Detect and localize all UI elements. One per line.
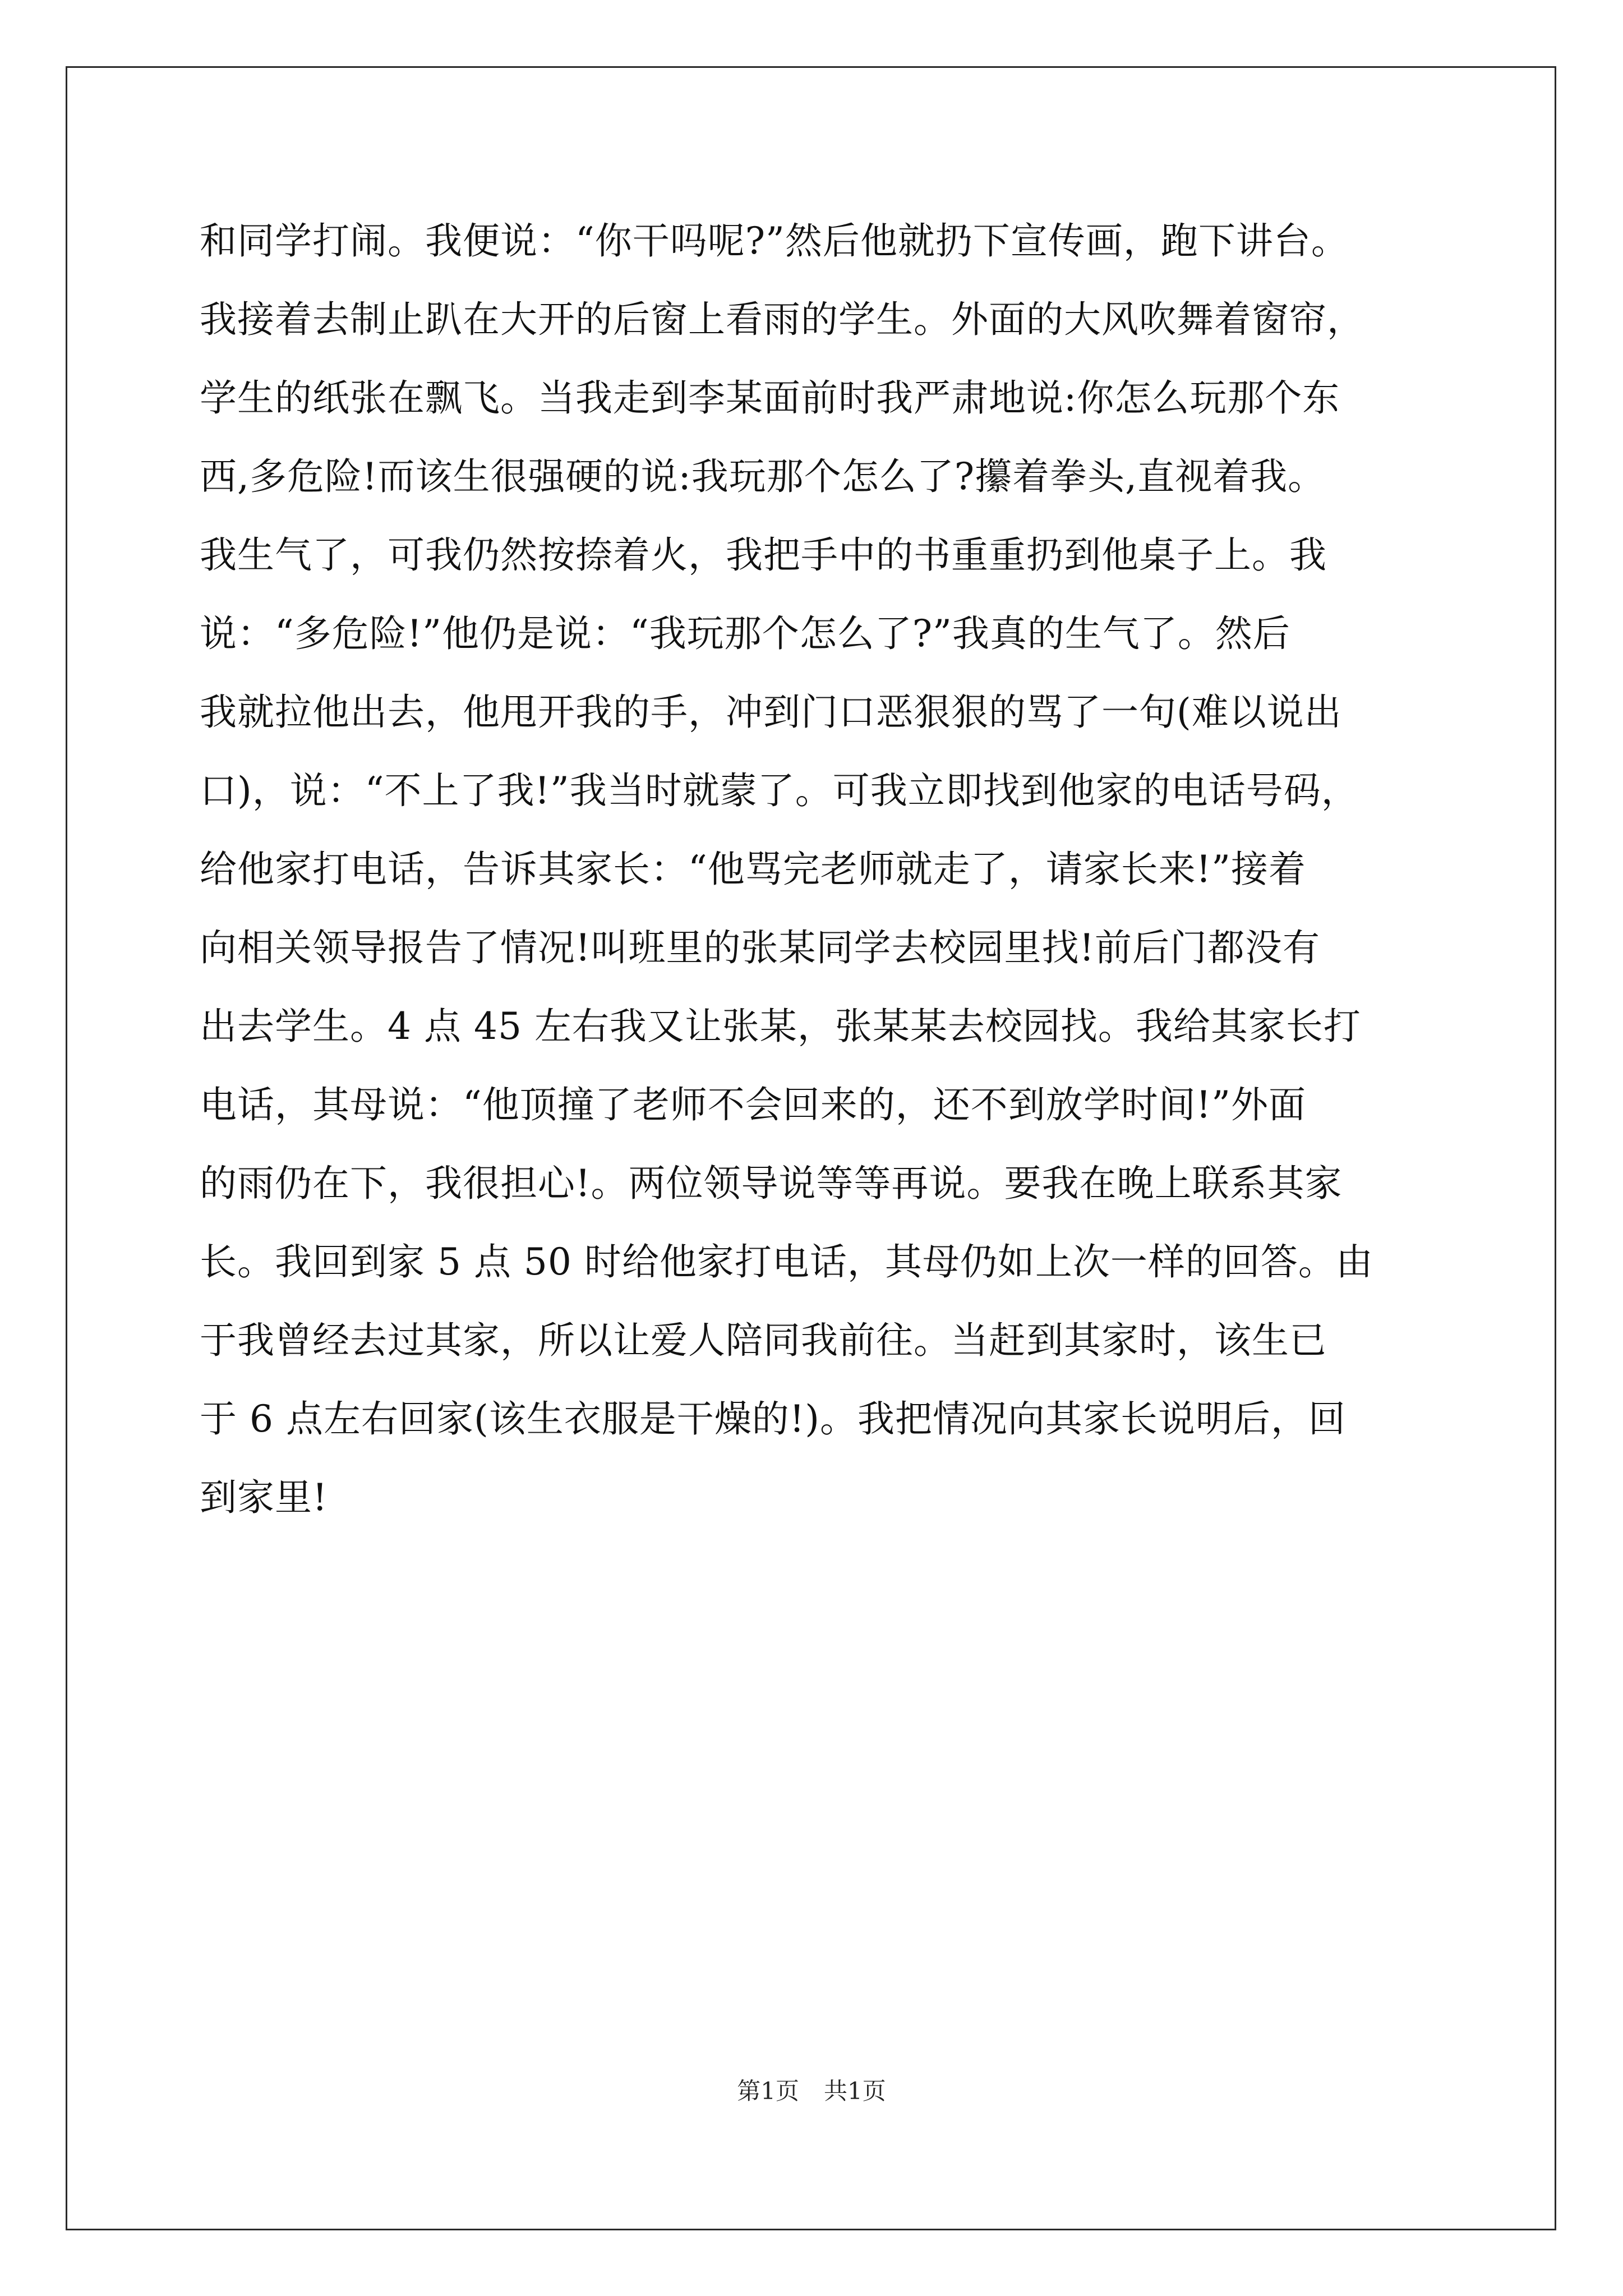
text-line: 说：“多危险!”他仍是说：“我玩那个怎么了?”我真的生气了。然后 [200,612,1290,655]
text-line: 于 6 点左右回家(该生衣服是干燥的!)。我把情况向其家长说明后，回 [200,1397,1346,1441]
text-line: 学生的纸张在飘飞。当我走到李某面前时我严肃地说:你怎么玩那个东 [200,376,1340,420]
text-line: 我就拉他出去，他甩开我的手，冲到门口恶狠狠的骂了一句(难以说出 [200,691,1342,734]
page-footer [0,2074,1623,2108]
text-line: 口)，说：“不上了我!”我当时就蒙了。可我立即找到他家的电话号码， [200,769,1359,812]
page-number: 第1页 [737,2077,799,2105]
text-line: 我生气了，可我仍然按捺着火，我把手中的书重重扔到他桌子上。我 [200,533,1327,577]
text-line: 向相关领导报告了情况!叫班里的张某同学去校园里找!前后门都没有 [200,926,1321,969]
text-line: 到家里! [200,1476,328,1519]
text-line: 我接着去制止趴在大开的后窗上看雨的学生。外面的大风吹舞着窗帘， [200,298,1364,341]
text-line: 电话，其母说：“他顶撞了老师不会回来的，还不到放学时间!”外面 [200,1083,1307,1126]
page-total: 共1页 [824,2077,886,2105]
text-line: 西,多危险!而该生很强硬的说:我玩那个怎么了?攥着拳头,直视着我。 [200,455,1326,498]
text-line: 于我曾经去过其家，所以让爱人陪同我前往。当赶到其家时，该生已 [200,1319,1327,1362]
text-line: 给他家打电话，告诉其家长：“他骂完老师就走了，请家长来!”接着 [200,848,1307,891]
text-line: 长。我回到家 5 点 50 时给他家打电话，其母仍如上次一样的回答。由 [200,1240,1373,1283]
text-line: 出去学生。4 点 45 左右我又让张某，张某某去校园找。我给其家长打 [200,1005,1361,1048]
body-text [200,202,1456,1537]
text-line: 的雨仍在下，我很担心!。两位领导说等等再说。要我在晚上联系其家 [200,1162,1343,1205]
text-line: 和同学打闹。我便说：“你干吗呢?”然后他就扔下宣传画，跑下讲台。 [200,219,1349,263]
